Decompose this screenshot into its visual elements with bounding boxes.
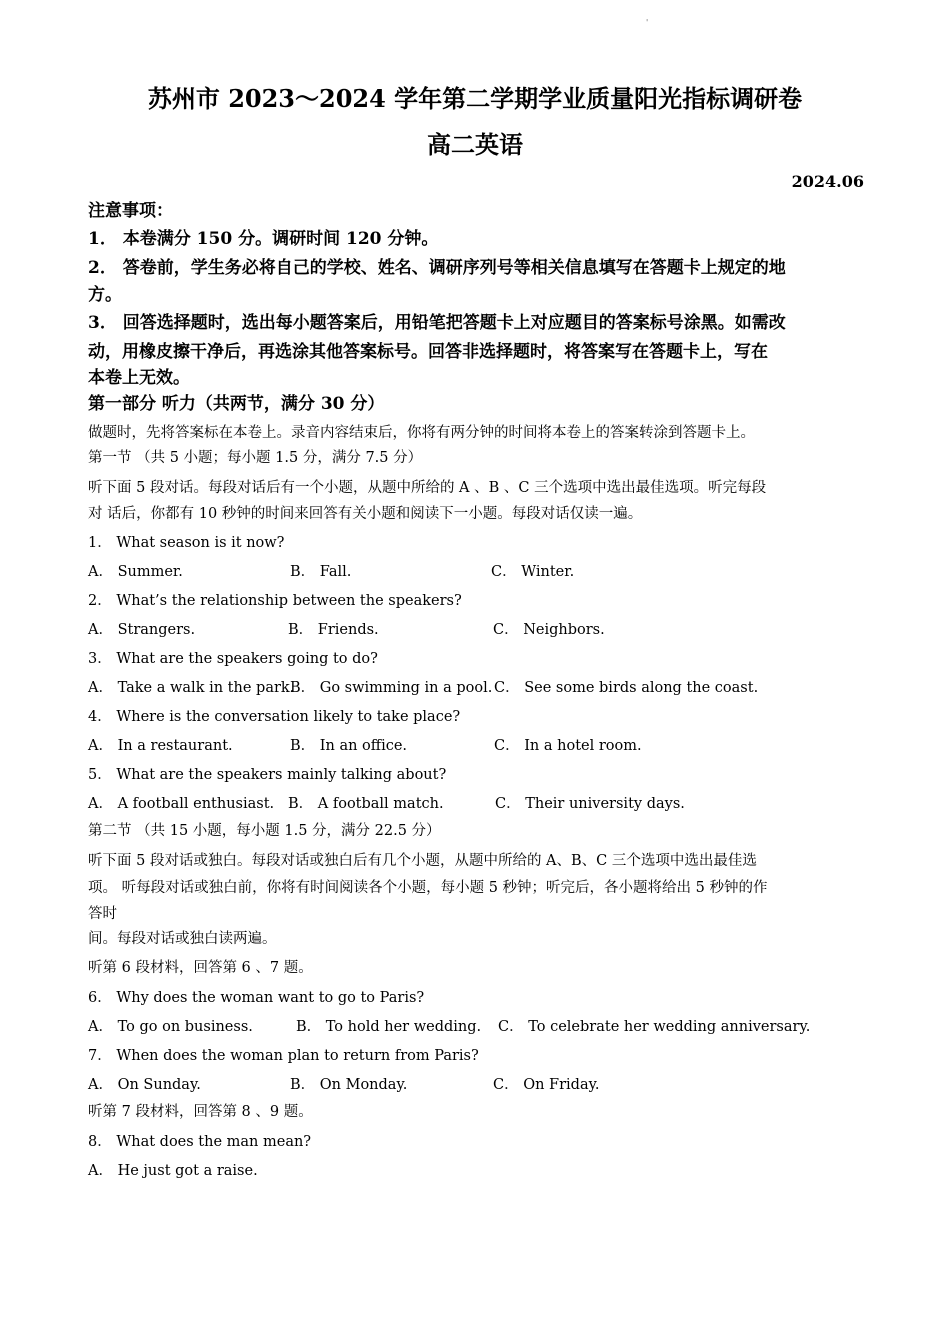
question-5: 5． What are the speakers mainly talking about? bbox=[88, 767, 447, 783]
notes-heading: 注意事项： bbox=[88, 201, 173, 221]
q6-option-a: A． To go on business. bbox=[88, 1019, 253, 1035]
section1-instructions-2: 对 话后，你都有 10 秒钟的时间来回答有关小题和阅读下一小题。每段对话仅读一遍。 bbox=[88, 506, 643, 522]
q7-option-b: B． On Monday. bbox=[290, 1077, 408, 1093]
q7-option-c: C． On Friday. bbox=[493, 1077, 600, 1093]
exam-date: 2024.06 bbox=[791, 172, 864, 191]
q7-option-a: A． On Sunday. bbox=[88, 1077, 201, 1093]
q4-option-a: A． In a restaurant. bbox=[88, 738, 233, 754]
q1-option-a: A． Summer. bbox=[88, 564, 183, 580]
section2-instructions-2: 项。 听每段对话或独白前，你将有时间阅读各个小题，每小题 5 秒钟；听完后，各小题将给出 5 秒钟的作 bbox=[88, 880, 768, 896]
part1-intro: 做题时，先将答案标在本卷上。录音内容结束后，你将有两分钟的时间将本卷上的答案转涂到答题卡上。 bbox=[88, 425, 755, 441]
note-1: 1． 本卷满分 150 分。调研时间 120 分钟。 bbox=[88, 229, 439, 249]
note-2-line-2: 方。 bbox=[88, 285, 122, 305]
note-3-line-2: 动，用橡皮擦干净后，再选涂其他答案标号。回答非选择题时，将答案写在答题卡上，写在 bbox=[88, 342, 768, 362]
question-6: 6． Why does the woman want to go to Paris? bbox=[88, 990, 425, 1006]
q1-option-c: C． Winter. bbox=[491, 564, 575, 580]
q3-option-b: B． Go swimming in a pool. bbox=[290, 680, 493, 696]
q5-option-b: B． A football match. bbox=[288, 796, 444, 812]
question-3: 3． What are the speakers going to do? bbox=[88, 651, 378, 667]
section2-heading: 第二节 （共 15 小题，每小题 1.5 分，满分 22.5 分） bbox=[88, 823, 441, 839]
question-8: 8． What does the man mean? bbox=[88, 1134, 312, 1150]
material-6-heading: 听第 6 段材料，回答第 6 、7 题。 bbox=[88, 960, 313, 976]
q2-option-c: C． Neighbors. bbox=[493, 622, 605, 638]
scan-dot: ' bbox=[646, 18, 649, 27]
section2-instructions-4: 间。每段对话或独白读两遍。 bbox=[88, 931, 277, 947]
exam-title: 苏州市 2023～2024 学年第二学期学业质量阳光指标调研卷 bbox=[147, 84, 803, 113]
material-7-heading: 听第 7 段材料，回答第 8 、9 题。 bbox=[88, 1104, 313, 1120]
q3-option-c: C． See some birds along the coast. bbox=[494, 680, 759, 696]
q2-option-a: A． Strangers. bbox=[88, 622, 196, 638]
section2-instructions-1: 听下面 5 段对话或独白。每段对话或独白后有几个小题，从题中所给的 A、B、C 三个选项中选出最佳选 bbox=[88, 853, 757, 869]
part1-heading: 第一部分 听力（共两节，满分 30 分） bbox=[88, 394, 385, 414]
question-1: 1． What season is it now? bbox=[88, 535, 285, 551]
q5-option-c: C． Their university days. bbox=[495, 796, 685, 812]
note-3-line-1: 3． 回答选择题时，选出每小题答案后，用铅笔把答题卡上对应题目的答案标号涂黑。如需改 bbox=[88, 313, 786, 333]
question-4: 4． Where is the conversation likely to take place? bbox=[88, 709, 461, 725]
q3-option-a: A． Take a walk in the park. bbox=[88, 680, 295, 696]
note-2-line-1: 2． 答卷前，学生务必将自己的学校、姓名、调研序列号等相关信息填写在答题卡上规定的地 bbox=[88, 258, 786, 278]
question-2: 2． What’s the relationship between the speakers? bbox=[88, 593, 462, 609]
exam-subtitle: 高二英语 bbox=[427, 130, 523, 159]
q6-option-b: B． To hold her wedding. bbox=[296, 1019, 482, 1035]
q2-option-b: B． Friends. bbox=[288, 622, 379, 638]
section2-instructions-3: 答时 bbox=[88, 906, 117, 922]
q8-option-a: A． He just got a raise. bbox=[88, 1163, 258, 1179]
section1-instructions-1: 听下面 5 段对话。每段对话后有一个小题，从题中所给的 A 、B 、C 三个选项中选出最佳选项。听完每段 bbox=[88, 480, 767, 496]
q5-option-a: A． A football enthusiast. bbox=[88, 796, 275, 812]
question-7: 7． When does the woman plan to return from Paris? bbox=[88, 1048, 479, 1064]
q6-option-c: C． To celebrate her wedding anniversary. bbox=[498, 1019, 811, 1035]
q4-option-b: B． In an office. bbox=[290, 738, 408, 754]
q1-option-b: B． Fall. bbox=[290, 564, 352, 580]
note-3-line-3: 本卷上无效。 bbox=[88, 368, 190, 388]
q4-option-c: C． In a hotel room. bbox=[494, 738, 642, 754]
section1-heading: 第一节 （共 5 小题；每小题 1.5 分，满分 7.5 分） bbox=[88, 450, 423, 466]
